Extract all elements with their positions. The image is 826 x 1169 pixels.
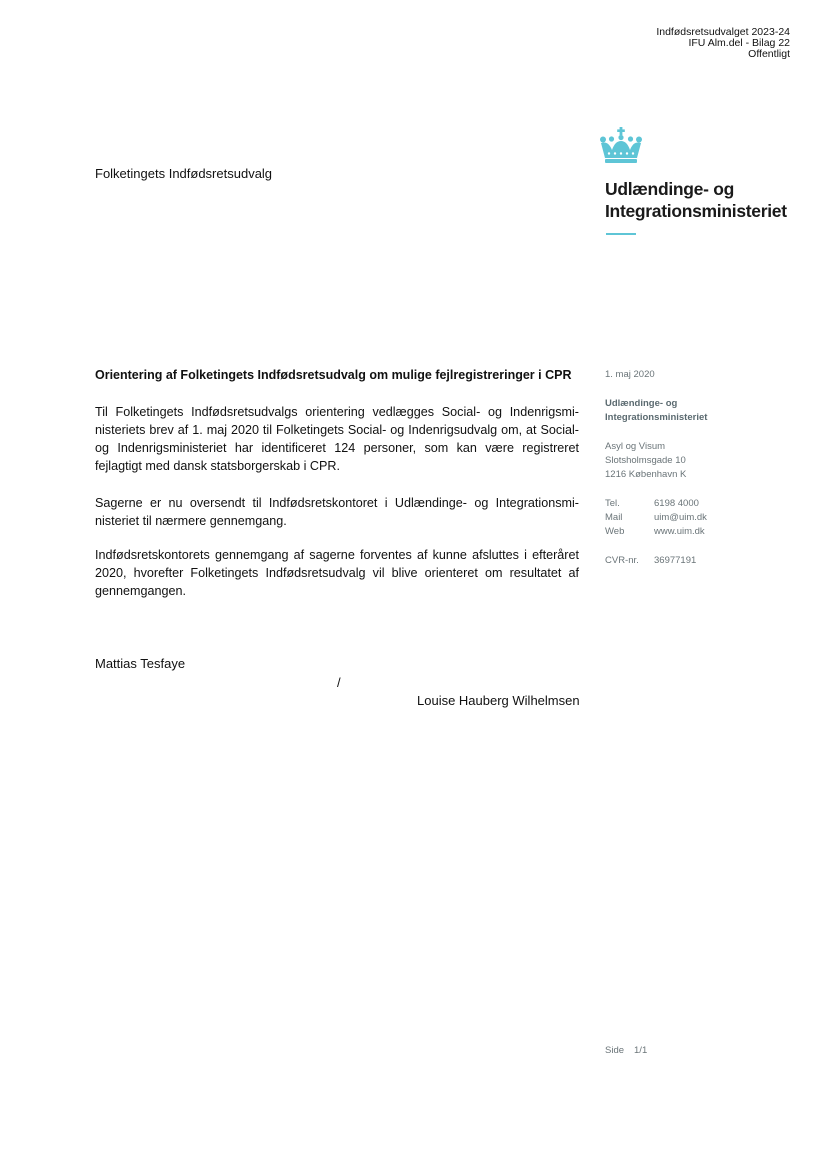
signatory-official: Louise Hauberg Wilhelmsen	[417, 693, 580, 708]
ministry-name-line-1: Udlændinge- og	[605, 179, 734, 199]
contact-email-link[interactable]: uim@uim.dk	[654, 512, 707, 523]
contact-label: Web	[605, 526, 625, 537]
contact-row-mail	[605, 511, 707, 525]
stamp-line-3: Offentligt	[748, 48, 790, 60]
letter-subject: Orientering af Folketingets Indfødsretsudvalg om mulige fejlregistreringer i CPR	[95, 368, 572, 382]
stamp-line-2: IFU Alm.del - Bilag 22	[688, 37, 790, 49]
contact-row-phone	[605, 497, 707, 511]
contact-label: Mail	[605, 512, 623, 523]
page-footer	[605, 1045, 647, 1056]
contact-phone[interactable]: 6198 4000	[654, 498, 699, 509]
signatory-minister: Mattias Tesfaye	[95, 656, 186, 671]
archive-stamp	[656, 27, 790, 60]
accent-divider	[606, 233, 636, 235]
sender-contacts	[605, 497, 707, 539]
contact-row-web	[605, 525, 707, 539]
paragraph-2: Sagerne er nu oversendt til Indfødsretskontoret i Udlændinge- og Integrationsministeriet til nærmere gennemgang.	[95, 496, 579, 528]
sender-org-line-2: Integrationsministeriet	[605, 412, 708, 423]
contact-label: Tel.	[605, 498, 620, 509]
contact-web-link[interactable]: www.uim.dk	[654, 526, 705, 537]
stamp-line-1: Indfødsretsudvalget 2023-24	[656, 26, 790, 38]
cvr-label: CVR-nr.	[605, 555, 639, 566]
cvr-row	[605, 554, 696, 568]
paragraph-1: Til Folketingets Indfødsretsudvalgs orientering vedlægges Social- og Indenrigsministeriets brev af 1. maj 2020 til Folketingets Social- og Indenrigsudvalg om, at Social- og Indenrigsministeriet har identificeret 124 personer, som kan være registreret fejlagtigt med dansk statsborgerskab i CPR.	[95, 405, 579, 473]
sender-address	[605, 440, 686, 482]
sender-department: Asyl og Visum	[605, 441, 666, 452]
page-label: Side	[605, 1045, 625, 1056]
sender-org	[605, 397, 707, 425]
paragraph-3: Indfødsretskontorets gennemgang af sagerne forventes af kunne afsluttes i efteråret 2020, hvorefter Folketingets Indfødsretsudvalg vil blive orienteret om resultatet af gennemgangen.	[95, 548, 579, 598]
cvr-number: 36977191	[654, 555, 697, 566]
signature-separator: /	[337, 675, 341, 690]
sender-street: Slotsholmsgade 10	[605, 455, 686, 466]
letter-date: 1. maj 2020	[605, 369, 655, 380]
page-number: 1/1	[634, 1045, 648, 1056]
recipient: Folketingets Indfødsretsudvalg	[95, 166, 273, 181]
ministry-name-line-2: Integrationsministeriet	[605, 201, 787, 221]
sender-city: 1216 København K	[605, 469, 687, 480]
sender-org-line-1: Udlændinge- og	[605, 398, 678, 409]
ministry-logo-text	[605, 178, 787, 222]
crown-icon	[598, 126, 644, 166]
